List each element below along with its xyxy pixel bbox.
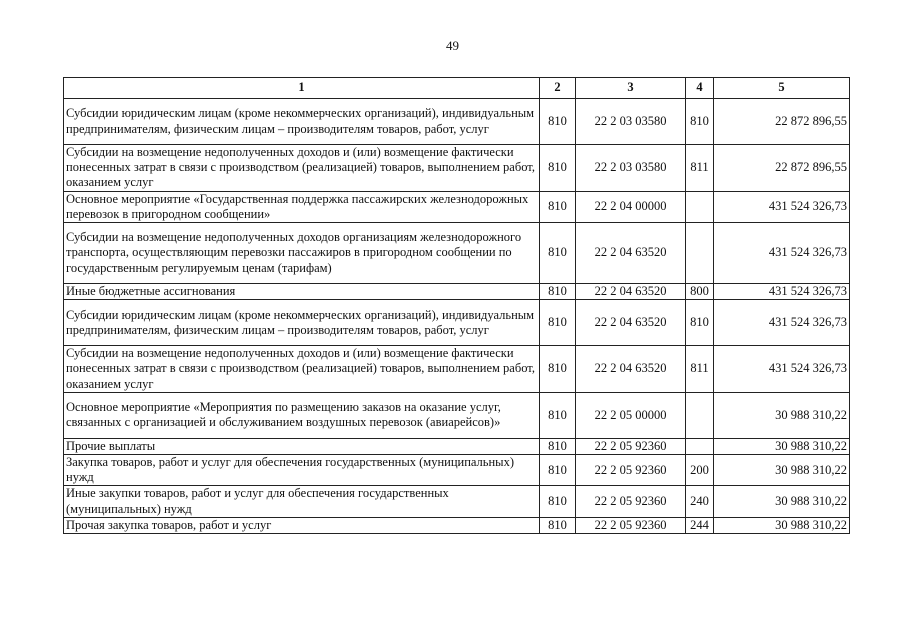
header-cell: 2 (540, 78, 576, 99)
row-vr-cell: 244 (686, 517, 714, 533)
row-amount-cell: 431 524 326,73 (714, 300, 850, 346)
row-name-cell: Основное мероприятие «Государственная поддержка пассажирских железнодорожных перевозок в пригородном сообщении» (64, 191, 540, 222)
row-csr-cell: 22 2 05 92360 (576, 486, 686, 517)
page-number: 49 (446, 38, 459, 53)
table-row (64, 99, 850, 145)
row-amount-cell: 30 988 310,22 (714, 517, 850, 533)
row-grbs-cell: 810 (540, 392, 576, 438)
table-row (64, 300, 850, 346)
budget-table (63, 77, 850, 534)
row-csr-cell: 22 2 04 63520 (576, 300, 686, 346)
row-csr-cell: 22 2 03 03580 (576, 99, 686, 145)
row-name-cell: Субсидии юридическим лицам (кроме некоммерческих организаций), индивидуальным предпринимателям, физическим лицам – производителям товаров, работ, услуг (64, 300, 540, 346)
row-name-cell: Прочие выплаты (64, 438, 540, 454)
table-row (64, 145, 850, 192)
row-vr-cell: 240 (686, 486, 714, 517)
row-vr-cell (686, 438, 714, 454)
row-grbs-cell: 810 (540, 99, 576, 145)
row-grbs-cell: 810 (540, 486, 576, 517)
row-amount-cell: 30 988 310,22 (714, 455, 850, 486)
row-name-cell: Субсидии на возмещение недополученных доходов и (или) возмещение фактически понесенных затрат в связи с производством (реализацией) товаров, выполнением работ, оказанием услуг (64, 346, 540, 393)
row-amount-cell: 431 524 326,73 (714, 223, 850, 284)
table-row (64, 191, 850, 222)
table-row (64, 455, 850, 486)
row-name-cell: Субсидии юридическим лицам (кроме некоммерческих организаций), индивидуальным предпринимателям, физическим лицам – производителям товаров, работ, услуг (64, 99, 540, 145)
table-row (64, 223, 850, 284)
header-cell: 3 (576, 78, 686, 99)
header-cell: 1 (64, 78, 540, 99)
row-grbs-cell: 810 (540, 191, 576, 222)
row-csr-cell: 22 2 05 92360 (576, 517, 686, 533)
row-name-cell: Основное мероприятие «Мероприятия по размещению заказов на оказание услуг, связанных с организацией и обслуживанием воздушных перевозок (авиарейсов)» (64, 392, 540, 438)
row-name-cell: Субсидии на возмещение недополученных доходов и (или) возмещение фактически понесенных затрат в связи с производством (реализацией) товаров, выполнением работ, оказанием услуг (64, 145, 540, 192)
row-amount-cell: 431 524 326,73 (714, 191, 850, 222)
row-name-cell: Прочая закупка товаров, работ и услуг (64, 517, 540, 533)
table-row (64, 486, 850, 517)
row-vr-cell: 810 (686, 99, 714, 145)
row-csr-cell: 22 2 04 63520 (576, 223, 686, 284)
header-cell: 4 (686, 78, 714, 99)
row-grbs-cell: 810 (540, 455, 576, 486)
row-name-cell: Иные закупки товаров, работ и услуг для обеспечения государственных (муниципальных) нужд (64, 486, 540, 517)
row-grbs-cell: 810 (540, 284, 576, 300)
row-vr-cell: 800 (686, 284, 714, 300)
row-vr-cell: 810 (686, 300, 714, 346)
table-row (64, 346, 850, 393)
row-grbs-cell: 810 (540, 517, 576, 533)
row-amount-cell: 30 988 310,22 (714, 392, 850, 438)
row-amount-cell: 431 524 326,73 (714, 346, 850, 393)
row-vr-cell (686, 392, 714, 438)
header-cell: 5 (714, 78, 850, 99)
row-name-cell: Закупка товаров, работ и услуг для обеспечения государственных (муниципальных) нужд (64, 455, 540, 486)
row-amount-cell: 30 988 310,22 (714, 486, 850, 517)
row-vr-cell: 811 (686, 346, 714, 393)
row-name-cell: Субсидии на возмещение недополученных доходов организациям железнодорожного транспорта, осуществляющим перевозки пассажиров в пригородном сообщении по государственным регулируемым ценам (тарифам) (64, 223, 540, 284)
row-vr-cell (686, 191, 714, 222)
row-amount-cell: 431 524 326,73 (714, 284, 850, 300)
row-name-cell: Иные бюджетные ассигнования (64, 284, 540, 300)
row-grbs-cell: 810 (540, 223, 576, 284)
row-csr-cell: 22 2 04 63520 (576, 284, 686, 300)
row-csr-cell: 22 2 04 00000 (576, 191, 686, 222)
table-row (64, 392, 850, 438)
row-csr-cell: 22 2 04 63520 (576, 346, 686, 393)
table-row (64, 517, 850, 533)
row-csr-cell: 22 2 05 92360 (576, 455, 686, 486)
row-csr-cell: 22 2 05 00000 (576, 392, 686, 438)
header-row (64, 78, 850, 99)
row-grbs-cell: 810 (540, 300, 576, 346)
row-grbs-cell: 810 (540, 346, 576, 393)
row-csr-cell: 22 2 05 92360 (576, 438, 686, 454)
row-vr-cell (686, 223, 714, 284)
row-csr-cell: 22 2 03 03580 (576, 145, 686, 192)
row-vr-cell: 811 (686, 145, 714, 192)
row-amount-cell: 22 872 896,55 (714, 145, 850, 192)
row-vr-cell: 200 (686, 455, 714, 486)
row-amount-cell: 30 988 310,22 (714, 438, 850, 454)
table-row (64, 438, 850, 454)
row-grbs-cell: 810 (540, 438, 576, 454)
row-grbs-cell: 810 (540, 145, 576, 192)
table-row (64, 284, 850, 300)
row-amount-cell: 22 872 896,55 (714, 99, 850, 145)
